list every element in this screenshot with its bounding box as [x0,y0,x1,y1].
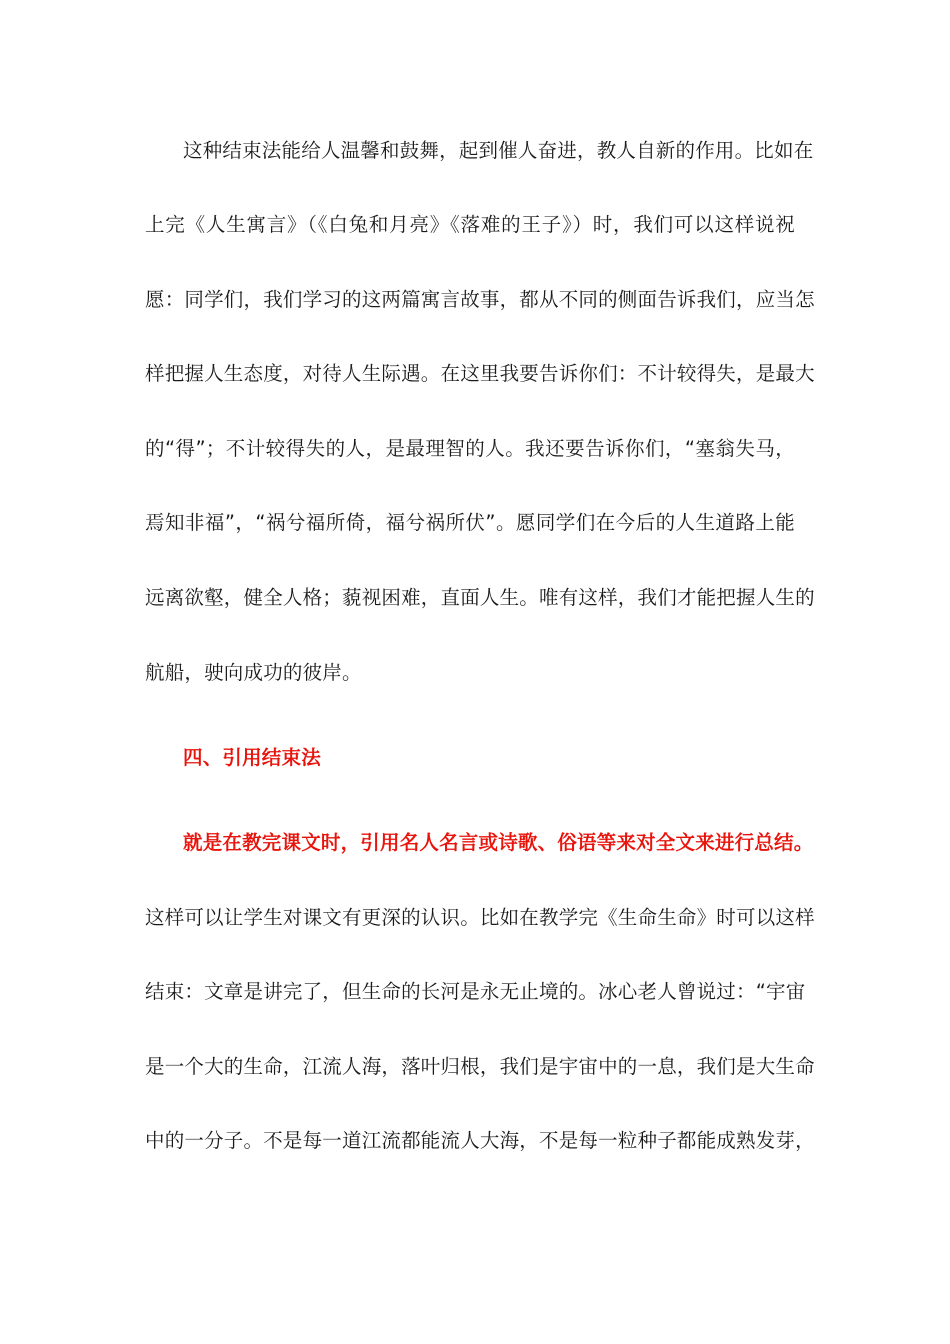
paragraph-line: 愿：同学们，我们学习的这两篇寓言故事，都从不同的侧面告诉我们，应当怎 [145,288,815,311]
paragraph-lead-highlight: 就是在教完课文时，引用名人名言或诗歌、俗语等来对全文来进行总结。 [183,831,814,854]
paragraph-line: 是一个大的生命，江流人海，落叶归根，我们是宇宙中的一息，我们是大生命 [145,1055,815,1078]
section-heading: 四、引用结束法 [183,746,321,769]
paragraph-line: 中的一分子。不是每一道江流都能流人大海，不是每一粒种子都能成熟发芽， [145,1129,815,1152]
paragraph-line: 远离欲壑，健全人格；藐视困难，直面人生。唯有这样，我们才能把握人生的 [145,586,815,609]
paragraph-line: 这种结束法能给人温馨和鼓舞，起到催人奋进，教人自新的作用。比如在 [183,139,814,162]
paragraph-line: 焉知非福”，“祸兮福所倚，福兮祸所伏”。愿同学们在今后的人生道路上能 [145,511,795,534]
paragraph-line: 样把握人生态度，对待人生际遇。在这里我要告诉你们：不计较得失，是最大 [145,362,815,385]
paragraph-line: 这样可以让学生对课文有更深的认识。比如在教学完《生命生命》时可以这样 [145,906,815,929]
paragraph-line: 结束：文章是讲完了，但生命的长河是永无止境的。冰心老人曾说过：“宇宙 [145,980,806,1003]
paragraph-line: 的“得”；不计较得失的人，是最理智的人。我还要告诉你们，“塞翁失马， [145,437,795,460]
paragraph-line: 航船，驶向成功的彼岸。 [145,661,362,684]
paragraph-line: 上完《人生寓言》（《白兔和月亮》《落难的王子》）时，我们可以这样说祝 [145,213,795,236]
